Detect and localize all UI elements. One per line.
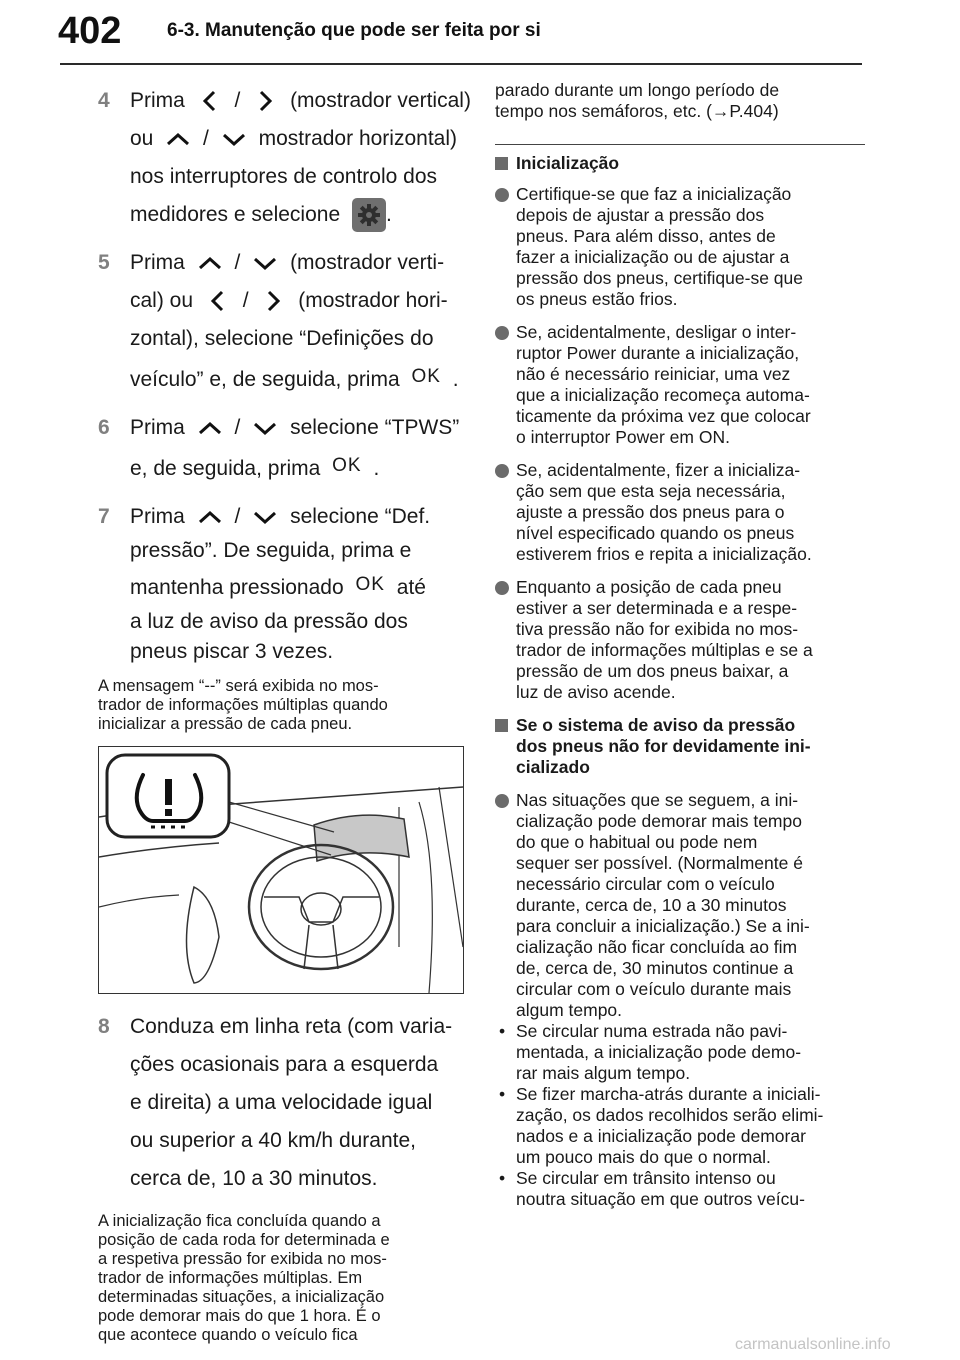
chevron-down-icon (250, 251, 280, 275)
step-5 (98, 244, 468, 399)
text-line: zação, os dados recolhidos serão elimi- (516, 1105, 824, 1125)
chevron-up-icon (195, 505, 225, 529)
step-line (130, 282, 468, 320)
section-heading-initialization (495, 153, 865, 174)
chevron-up-icon (195, 416, 225, 440)
step-text: ou (130, 127, 154, 150)
step-text: mostrador horizontal) (258, 127, 457, 150)
step-text: e, de seguida, prima (130, 457, 321, 480)
step-line: cerca de, 10 a 30 minutos. (130, 1167, 378, 1190)
text-line: nível especificado quando os pneus (516, 523, 795, 543)
step-text: (mostrador vertical) (290, 89, 471, 112)
step-line (130, 82, 471, 120)
step-line: pressão”. De seguida, prima e (130, 539, 412, 562)
text-line: necessário circular com o veículo (516, 874, 775, 894)
text-line: depois de ajustar a pressão dos (516, 205, 765, 225)
settings-gear-icon (352, 198, 386, 232)
step-8 (98, 1008, 468, 1198)
chevron-left-icon (203, 289, 233, 313)
text-line: mentada, a inicialização pode demo- (516, 1042, 802, 1062)
step-line: ções ocasionais para a esquerda (130, 1053, 439, 1076)
tire-pressure-warning-icon (99, 747, 463, 993)
text-line: que a inicialização recomeça automa- (516, 385, 810, 405)
text-line: fazer a inicialização ou de ajustar a (516, 247, 790, 267)
text-line: algum tempo. (516, 1000, 623, 1020)
note-line: inicializar a pressão de cada pneu. (98, 715, 353, 733)
step-text: (mostrador hori- (298, 289, 448, 312)
step-line (130, 498, 468, 536)
text-line: durante, cerca de, 10 a 30 minutos (516, 895, 787, 915)
chevron-up-icon (163, 127, 193, 151)
text-line: estiverem frios e repita a inicialização. (516, 544, 812, 564)
text-line: sequer ser possível. (Normalmente é (516, 853, 803, 873)
text-line: trador de informações múltiplas e se a (516, 640, 813, 660)
text-line: para concluir a inicialização.) Se a ini- (516, 916, 810, 936)
section-heading-not-initialized (495, 715, 865, 778)
dashboard-illustration (98, 746, 464, 994)
text-line: ticamente da próxima vez que colocar (516, 406, 811, 426)
heading-line: cializado (516, 757, 590, 777)
chevron-down-icon (250, 505, 280, 529)
section-divider (495, 144, 865, 145)
step-text: (mostrador verti- (290, 251, 445, 274)
step-text: Prima (130, 505, 185, 528)
text-line: noutra situação em que outros veícu- (516, 1189, 805, 1209)
heading-line: dos pneus não for devidamente ini- (516, 736, 811, 756)
step-4 (98, 82, 471, 234)
continuation-text (495, 80, 865, 122)
note-line: pode demorar mais do que 1 hora. É o (98, 1307, 381, 1325)
section-2-sub-bullets (495, 1021, 865, 1210)
chevron-left-icon (195, 89, 225, 113)
text-line: Nas situações que se seguem, a ini- (516, 790, 799, 810)
step-text: / (242, 289, 249, 312)
bullet-mark: • (499, 1168, 506, 1188)
note-line: que acontece quando o veículo fica (98, 1326, 358, 1344)
step-text: selecione “TPWS” (290, 416, 460, 439)
round-bullet-icon (495, 581, 509, 595)
text-line: ção sem que esta seja necessária, (516, 481, 786, 501)
step-text: Prima (130, 251, 185, 274)
note-line: trador de informações múltiplas. Em (98, 1269, 363, 1287)
chevron-down-icon (250, 416, 280, 440)
step-7 (98, 498, 468, 667)
sub-bullet-item (495, 1084, 865, 1168)
step-text: Prima (130, 416, 185, 439)
text-line: parado durante um longo período de (495, 80, 780, 100)
bullet-mark: • (499, 1021, 506, 1041)
step-line: ou superior a 40 km/h durante, (130, 1129, 417, 1152)
note-message (98, 677, 468, 734)
step-line: pneus piscar 3 vezes. (130, 640, 334, 663)
note-completion (98, 1212, 468, 1345)
section-1-bullets (495, 184, 865, 703)
step-text: / (234, 505, 241, 528)
ok-button-icon: OK (332, 455, 362, 476)
text-line: cialização pode demorar mais tempo (516, 811, 802, 831)
text-line: o interruptor Power em ON. (516, 427, 730, 447)
text-line: não é necessário reiniciar, uma vez (516, 364, 791, 384)
step-number: 8 (98, 1015, 110, 1038)
step-text: / (234, 416, 241, 439)
heading-line: Se o sistema de aviso da pressão (516, 715, 796, 735)
step-line: Conduza em linha reta (com varia- (130, 1015, 453, 1038)
step-line: nos interruptores de controlo dos (130, 165, 438, 188)
text-line: tiva pressão não for exibida no mos- (516, 619, 799, 639)
square-bullet-icon (495, 157, 508, 170)
step-text: até (396, 576, 426, 599)
text-line: pressão dos pneus, certifique-se que (516, 268, 803, 288)
text-line: Se circular numa estrada não pavi- (516, 1021, 788, 1041)
bullet-mark: • (499, 1084, 506, 1104)
bullet-item (495, 577, 865, 703)
step-line (130, 120, 468, 158)
text-line: nados e a inicialização pode demorar (516, 1126, 806, 1146)
step-6 (98, 409, 468, 488)
step-line: a luz de aviso da pressão dos (130, 610, 408, 633)
text-line: Se fizer marcha-atrás durante a iniciali- (516, 1084, 821, 1104)
text-line: do que o habitual ou pode nem (516, 832, 758, 852)
note-line: A inicialização fica concluída quando a (98, 1212, 381, 1230)
step-number: 4 (98, 89, 110, 112)
step-text: cal) ou (130, 289, 194, 312)
text-line: os pneus estão frios. (516, 289, 678, 309)
step-line (130, 196, 468, 234)
round-bullet-icon (495, 794, 509, 808)
sub-bullet-item (495, 1021, 865, 1084)
chevron-right-icon (250, 89, 280, 113)
step-text: . (373, 457, 380, 480)
chevron-down-icon (219, 127, 249, 151)
step-line: e direita) a uma velocidade igual (130, 1091, 433, 1114)
step-text: mantenha pressionado (130, 576, 344, 599)
text-line: um pouco mais do que o normal. (516, 1147, 771, 1167)
step-line (130, 566, 468, 607)
step-line (130, 244, 468, 282)
round-bullet-icon (495, 464, 509, 478)
chevron-right-icon (258, 289, 288, 313)
text-line: Enquanto a posição de cada pneu (516, 577, 782, 597)
bullet-item (495, 460, 865, 565)
chapter-title: 6-3. Manutenção que pode ser feita por si (167, 20, 541, 41)
note-line: determinadas situações, a inicialização (98, 1288, 385, 1306)
text-line: Certifique-se que faz a inicialização (516, 184, 792, 204)
note-line: A mensagem “--” será exibida no mos- (98, 677, 379, 695)
round-bullet-icon (495, 326, 509, 340)
step-text: medidores e selecione (130, 203, 341, 226)
text-line: rar mais algum tempo. (516, 1063, 691, 1083)
step-text: / (234, 89, 241, 112)
text-line: estiver a ser determinada e a respe- (516, 598, 798, 618)
step-text: veículo” e, de seguida, prima (130, 368, 400, 391)
step-number: 5 (98, 251, 110, 274)
text-line: cialização não ficar concluída ao fim (516, 937, 798, 957)
text-line: pressão de um dos pneus baixar, a (516, 661, 789, 681)
step-text: / (234, 251, 241, 274)
note-line: posição de cada roda for determinada e (98, 1231, 390, 1249)
square-bullet-icon (495, 719, 508, 732)
step-line: zontal), selecione “Definições do (130, 327, 434, 350)
sub-bullet-item (495, 1168, 865, 1210)
chevron-up-icon (195, 251, 225, 275)
text-line: Se, acidentalmente, desligar o inter- (516, 322, 797, 342)
text-line: pneus. Para além disso, antes de (516, 226, 776, 246)
text-line: tempo nos semáforos, etc. (→P.404) (495, 101, 779, 121)
text-line: ruptor Power durante a inicialização, (516, 343, 800, 363)
ok-button-icon: OK (355, 574, 385, 595)
bullet-item (495, 184, 865, 310)
step-number: 7 (98, 505, 110, 528)
left-column (98, 82, 471, 1357)
note-line: trador de informações múltiplas quando (98, 696, 388, 714)
step-line (130, 409, 468, 447)
text-line: ajuste a pressão dos pneus para o (516, 502, 785, 522)
note-line: a respetiva pressão for exibida no mos- (98, 1250, 387, 1268)
text-line: Se, acidentalmente, fizer a inicializa- (516, 460, 801, 480)
bullet-item (495, 790, 865, 1021)
section-2-bullet (495, 790, 865, 1021)
step-text: . (385, 203, 392, 226)
step-line (130, 447, 468, 488)
step-number: 6 (98, 416, 110, 439)
bullet-item (495, 322, 865, 448)
text-line: luz de aviso acende. (516, 682, 676, 702)
ok-button-icon: OK (411, 366, 441, 387)
watermark: carmanualsonline.info (735, 1336, 891, 1353)
step-text: selecione “Def. (290, 505, 431, 528)
text-line: circular com o veículo durante mais (516, 979, 792, 999)
page-number: 402 (58, 10, 122, 52)
round-bullet-icon (495, 188, 509, 202)
heading-line: Inicialização (516, 153, 620, 173)
step-text: / (203, 127, 209, 150)
header-rule (60, 63, 862, 65)
step-text: Prima (130, 89, 185, 112)
step-text: . (452, 368, 459, 391)
step-line (130, 358, 468, 399)
text-line: de, cerca de, 30 minutos continue a (516, 958, 794, 978)
right-column (495, 80, 865, 1210)
text-line: Se circular em trânsito intenso ou (516, 1168, 776, 1188)
